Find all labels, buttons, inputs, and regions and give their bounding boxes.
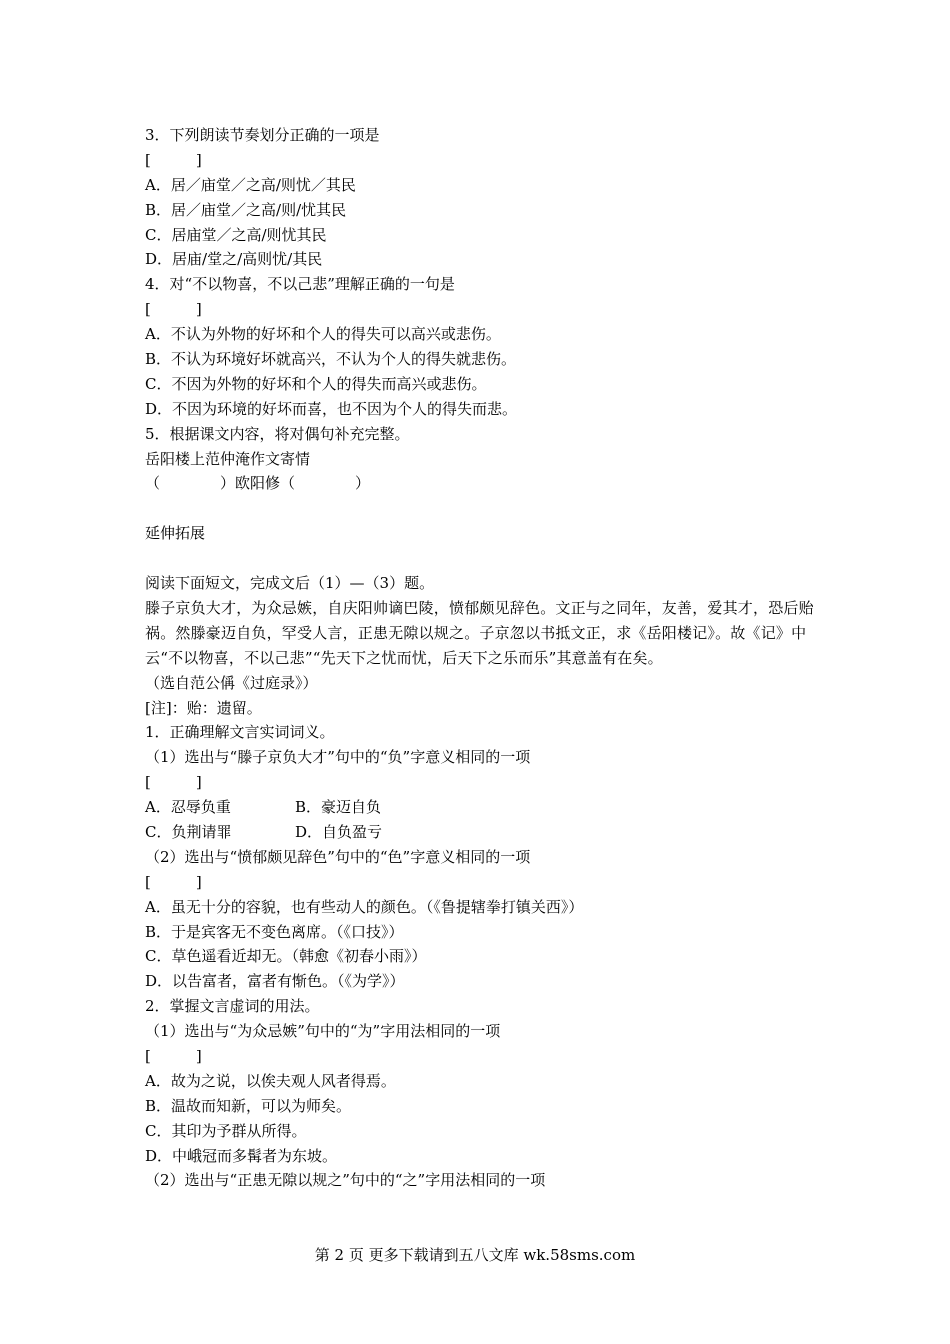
option-d: D．自负盈亏 [295,822,383,841]
couplet-line-2: （ ）欧阳修（ ） [145,474,371,493]
question-5-stem: 5．根据课文内容，将对偶句补充完整。 [145,424,410,443]
reading-passage: 滕子京负大才，为众忌嫉，自庆阳帅谪巴陵，愤郁颇见辞色。文正与之同年，友善，爱其才，恐后贻祸。然滕豪迈自负，罕受人言，正患无隙以规之。子京忽以书抵文正，求《岳阳楼记》。故《记》中云“不以物喜，不以己悲”“先天下之忧而忧，后天下之乐而乐”其意盖有在矣。 [145,598,814,667]
option-c: C．不因为外物的好坏和个人的得失而高兴或悲伤。 [145,374,487,393]
sub-question-stem: （1）选出与“滕子京负大才”句中的“负”字意义相同的一项 [145,748,531,767]
option-a: A．不认为外物的好坏和个人的得失可以高兴或悲伤。 [145,325,501,344]
option-a: A．故为之说，以俟夫观人风者得焉。 [145,1071,396,1090]
option-c: C．居庙堂／之高/则忧其民 [145,225,327,244]
option-c: C．其印为予群从所得。 [145,1121,307,1140]
sub-question-stem: （2）选出与“愤郁颇见辞色”句中的“色”字意义相同的一项 [145,847,531,866]
answer-bracket: [ ] [145,300,202,319]
option-a: A．居／庙堂／之高/则忧／其民 [145,175,356,194]
option-b: B．居／庙堂／之高/则/忧其民 [145,200,347,219]
option-c: C．负荆请罪 [145,822,232,841]
option-d: D．以告富者，富者有惭色。（《为学》） [145,972,405,991]
option-d: D．居庙/堂之/高则忧/其民 [145,250,323,269]
answer-bracket: [ ] [145,150,202,169]
exercise-2-stem: 2．掌握文言虚词的用法。 [145,997,320,1016]
spacer [145,546,825,571]
couplet-line-1: 岳阳楼上范仲淹作文寄情 [145,449,311,468]
option-b: B．于是宾客无不变色离席。（《口技》） [145,922,404,941]
reading-intro: 阅读下面短文，完成文后（1）—（3）题。 [145,574,435,593]
option-d: D．不因为环境的好坏而喜，也不因为个人的得失而悲。 [145,399,518,418]
option-a: A．虽无十分的容貌，也有些动人的颜色。（《鲁提辖拳打镇关西》） [145,897,584,916]
option-row [145,795,825,820]
answer-bracket: [ ] [145,773,202,792]
section-heading: 延伸拓展 [145,524,206,543]
option-b: B．不认为环境好坏就高兴，不认为个人的得失就悲伤。 [145,350,517,369]
option-b: B．温故而知新，可以为师矣。 [145,1096,352,1115]
option-d: D．中峨冠而多髯者为东坡。 [145,1146,338,1165]
exercise-1-stem: 1．正确理解文言实词词义。 [145,723,335,742]
question-4-stem: 4．对“不以物喜，不以己悲”理解正确的一句是 [145,275,455,294]
page-footer: 第 2 页 更多下载请到五八文库 wk.58sms.com [314,1246,636,1264]
option-b: B．豪迈自负 [295,798,382,817]
spacer [145,496,825,521]
sub-question-stem: （1）选出与“为众忌嫉”句中的“为”字用法相同的一项 [145,1022,501,1041]
document-body [145,123,825,1193]
option-row [145,820,825,845]
option-c: C．草色遥看近却无。（韩愈《初春小雨》） [145,947,427,966]
question-3-stem: 3．下列朗读节奏划分正确的一项是 [145,126,380,144]
answer-bracket: [ ] [145,1047,202,1065]
passage-source: （选自范公偁《过庭录》） [145,673,318,692]
answer-bracket: [ ] [145,872,202,891]
passage-note: [注]：贻：遗留。 [145,698,262,717]
option-a: A．忍辱负重 [145,798,231,817]
sub-question-stem: （2）选出与“正患无隙以规之”句中的“之”字用法相同的一项 [145,1171,546,1190]
